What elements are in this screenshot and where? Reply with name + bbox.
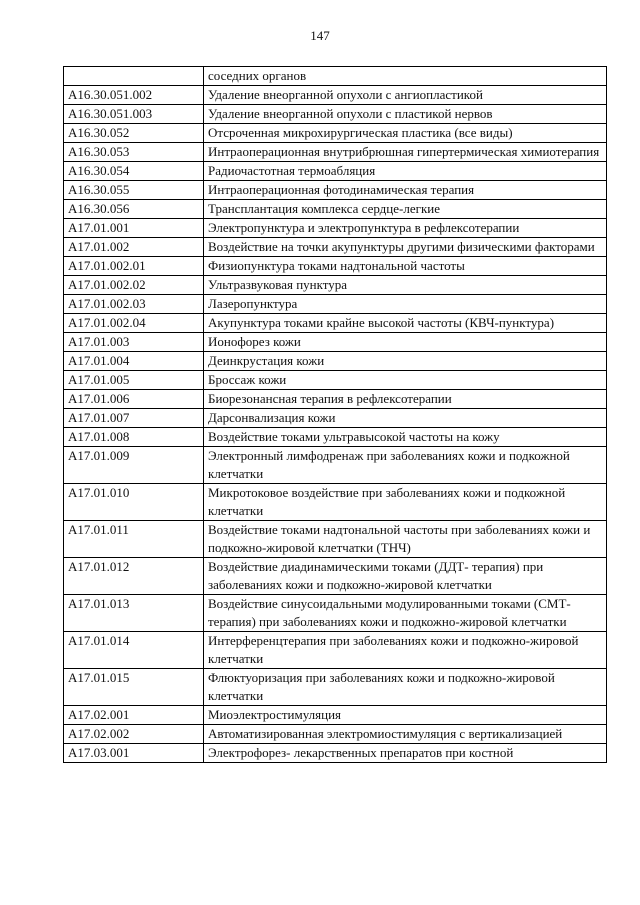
service-name-cell: Лазеропунктура (204, 295, 607, 314)
service-name-cell: Воздействие диадинамическими токами (ДДТ- терапия) при заболеваниях кожи и подкожно-жировой клетчатки (204, 558, 607, 595)
service-code-cell: A17.01.004 (64, 352, 204, 371)
service-name-cell: соседних органов (204, 67, 607, 86)
table-row (64, 484, 607, 521)
service-code-cell: A17.01.007 (64, 409, 204, 428)
service-code-cell: A17.01.002.03 (64, 295, 204, 314)
service-codes-table (63, 66, 607, 763)
table-row (64, 314, 607, 333)
service-code-cell: A17.01.012 (64, 558, 204, 595)
table-row (64, 143, 607, 162)
table-row (64, 428, 607, 447)
service-name-cell: Интерференцтерапия при заболеваниях кожи и подкожно-жировой клетчатки (204, 632, 607, 669)
service-name-cell: Интраоперационная внутрибрюшная гипертермическая химиотерапия (204, 143, 607, 162)
service-code-cell: A16.30.053 (64, 143, 204, 162)
service-name-cell: Отсроченная микрохирургическая пластика (все виды) (204, 124, 607, 143)
service-name-cell: Радиочастотная термоабляция (204, 162, 607, 181)
service-name-cell: Микротоковое воздействие при заболеваниях кожи и подкожной клетчатки (204, 484, 607, 521)
table-row (64, 219, 607, 238)
service-name-cell: Удаление внеорганной опухоли с ангиопластикой (204, 86, 607, 105)
table-row (64, 200, 607, 219)
service-name-cell: Миоэлектростимуляция (204, 706, 607, 725)
service-name-cell: Броссаж кожи (204, 371, 607, 390)
service-code-cell: A17.01.008 (64, 428, 204, 447)
table-row (64, 124, 607, 143)
table-body (64, 67, 607, 763)
service-code-cell: A17.02.002 (64, 725, 204, 744)
service-name-cell: Ионофорез кожи (204, 333, 607, 352)
service-code-cell: A17.01.011 (64, 521, 204, 558)
service-name-cell: Дарсонвализация кожи (204, 409, 607, 428)
service-code-cell: A17.03.001 (64, 744, 204, 763)
table-row (64, 276, 607, 295)
service-name-cell: Флюктуоризация при заболеваниях кожи и подкожно-жировой клетчатки (204, 669, 607, 706)
service-code-cell: A17.01.006 (64, 390, 204, 409)
service-name-cell: Воздействие токами ультравысокой частоты на кожу (204, 428, 607, 447)
service-code-cell: A16.30.054 (64, 162, 204, 181)
service-code-cell: A16.30.052 (64, 124, 204, 143)
service-name-cell: Воздействие на точки акупунктуры другими физическими факторами (204, 238, 607, 257)
service-code-cell: A16.30.056 (64, 200, 204, 219)
table-row (64, 725, 607, 744)
service-code-cell: A16.30.051.003 (64, 105, 204, 124)
table-row (64, 558, 607, 595)
service-name-cell: Электронный лимфодренаж при заболеваниях кожи и подкожной клетчатки (204, 447, 607, 484)
service-code-cell: A16.30.055 (64, 181, 204, 200)
service-code-cell (64, 67, 204, 86)
service-name-cell: Автоматизированная электромиостимуляция с вертикализацией (204, 725, 607, 744)
service-code-cell: A17.01.015 (64, 669, 204, 706)
service-name-cell: Акупунктура токами крайне высокой частоты (КВЧ-пунктура) (204, 314, 607, 333)
table-row (64, 371, 607, 390)
table-row (64, 521, 607, 558)
table-row (64, 238, 607, 257)
service-name-cell: Удаление внеорганной опухоли с пластикой нервов (204, 105, 607, 124)
service-name-cell: Биорезонансная терапия в рефлексотерапии (204, 390, 607, 409)
table-row (64, 105, 607, 124)
table-row (64, 86, 607, 105)
service-code-cell: A17.01.002.02 (64, 276, 204, 295)
service-name-cell: Воздействие синусоидальными модулированными токами (СМТ-терапия) при заболеваниях кожи и подкожно-жировой клетчатки (204, 595, 607, 632)
service-name-cell: Электропунктура и электропунктура в рефлексотерапии (204, 219, 607, 238)
service-code-cell: A17.01.009 (64, 447, 204, 484)
service-name-cell: Ультразвуковая пунктура (204, 276, 607, 295)
table-row (64, 409, 607, 428)
table-row (64, 333, 607, 352)
table-row (64, 390, 607, 409)
service-code-cell: A16.30.051.002 (64, 86, 204, 105)
table-row (64, 744, 607, 763)
service-code-cell: A17.01.013 (64, 595, 204, 632)
service-name-cell: Трансплантация комплекса сердце-легкие (204, 200, 607, 219)
service-name-cell: Воздействие токами надтональной частоты при заболеваниях кожи и подкожно-жировой клетчатки (ТНЧ) (204, 521, 607, 558)
service-code-cell: A17.01.001 (64, 219, 204, 238)
service-code-cell: A17.01.002.01 (64, 257, 204, 276)
table-row (64, 295, 607, 314)
service-code-cell: A17.01.003 (64, 333, 204, 352)
service-name-cell: Интраоперационная фотодинамическая терапия (204, 181, 607, 200)
service-code-cell: A17.01.002 (64, 238, 204, 257)
service-code-cell: A17.01.005 (64, 371, 204, 390)
table-row (64, 162, 607, 181)
service-name-cell: Электрофорез- лекарственных препаратов при костной (204, 744, 607, 763)
table-row (64, 181, 607, 200)
table-row (64, 352, 607, 371)
table-row (64, 669, 607, 706)
service-name-cell: Деинкрустация кожи (204, 352, 607, 371)
service-code-cell: A17.01.002.04 (64, 314, 204, 333)
service-name-cell: Физиопунктура токами надтональной частоты (204, 257, 607, 276)
table-row (64, 706, 607, 725)
table-row (64, 632, 607, 669)
page-number: 147 (310, 28, 330, 43)
table-row (64, 595, 607, 632)
service-code-cell: A17.02.001 (64, 706, 204, 725)
table-row (64, 67, 607, 86)
service-code-cell: A17.01.014 (64, 632, 204, 669)
service-code-cell: A17.01.010 (64, 484, 204, 521)
table-row (64, 447, 607, 484)
table-row (64, 257, 607, 276)
